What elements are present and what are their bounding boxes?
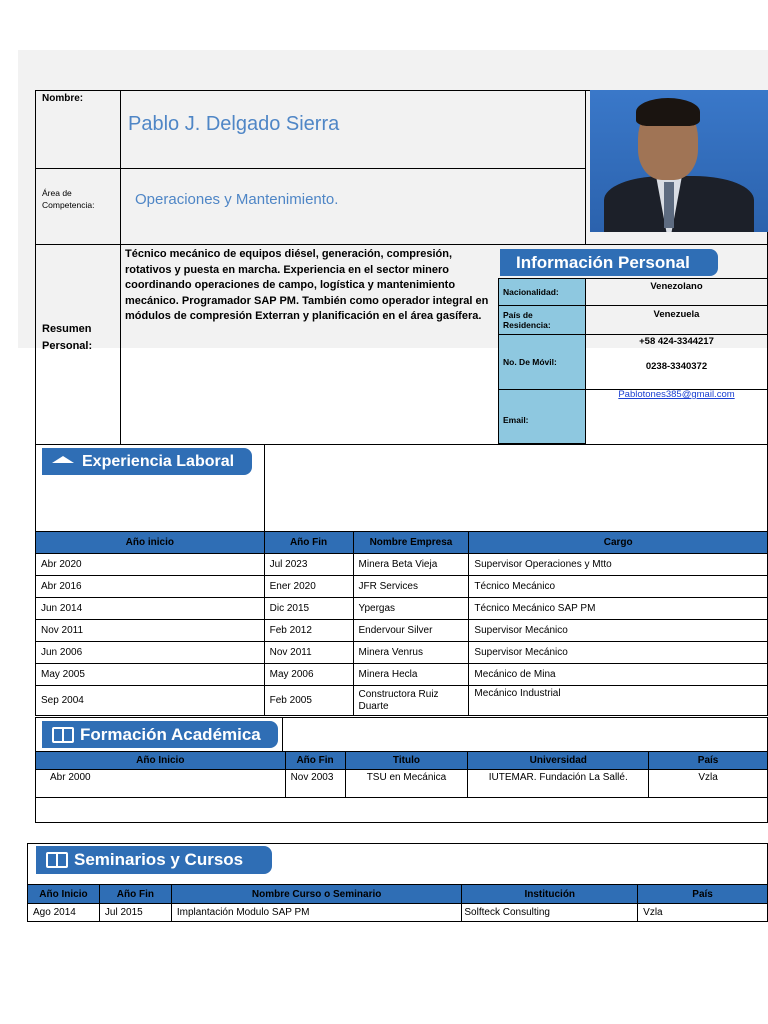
cell: Minera Beta Vieja (353, 554, 469, 576)
cell: Jul 2015 (99, 904, 171, 922)
pais-label (498, 305, 586, 335)
cell: Abr 2020 (36, 554, 265, 576)
header-row-divider-2 (35, 244, 768, 245)
cell: Constructora Ruiz Duarte (353, 686, 469, 716)
cell: Mecánico Industrial (469, 686, 768, 716)
cell: Ago 2014 (28, 904, 100, 922)
pais-label-1: País de (503, 310, 533, 320)
table-row (36, 664, 768, 686)
col-ano-fin: Año Fin (264, 532, 353, 554)
cell: JFR Services (353, 576, 469, 598)
cell: Mecánico de Mina (469, 664, 768, 686)
formacion-banner (42, 721, 278, 748)
col-cargo: Cargo (469, 532, 768, 554)
cell: Ypergas (353, 598, 469, 620)
seminarios-header-row (28, 885, 768, 904)
nacionalidad-label: Nacionalidad: (498, 278, 586, 306)
cell: Solfteck Consulting (462, 904, 638, 922)
formacion-title: Formación Académica (80, 724, 261, 744)
cell: Implantación Modulo SAP PM (171, 904, 462, 922)
cell: TSU en Mecánica (345, 770, 468, 798)
cell: Ener 2020 (264, 576, 353, 598)
cell: Nov 2011 (36, 620, 265, 642)
area-label-1: Área de (42, 188, 72, 198)
seminarios-banner (36, 846, 272, 874)
movil-value-2: 0238-3340372 (645, 361, 708, 372)
experiencia-header-row (36, 532, 768, 554)
profile-photo (590, 90, 768, 232)
seminarios-title: Seminarios y Cursos (74, 850, 244, 869)
header-col-divider (120, 90, 121, 445)
table-row (36, 576, 768, 598)
movil-box (585, 334, 768, 390)
col-institucion: Institución (462, 885, 638, 904)
col-ano-inicio: Año Inicio (36, 752, 286, 770)
col-pais: País (649, 752, 768, 770)
header-row-divider-1 (35, 168, 585, 169)
col-ano-fin: Año Fin (285, 752, 345, 770)
cell: Supervisor Mecánico (469, 620, 768, 642)
col-ano-fin: Año Fin (99, 885, 171, 904)
col-titulo: Titulo (345, 752, 468, 770)
resumen-label-1: Resumen (42, 323, 92, 335)
pais-value: Venezuela (585, 305, 768, 335)
pais-label-2: Residencia: (503, 320, 551, 330)
movil-value-1: +58 424-3344217 (639, 336, 714, 347)
book-icon (46, 852, 68, 868)
experiencia-title: Experiencia Laboral (82, 452, 235, 470)
cell: Nov 2003 (285, 770, 345, 798)
cell: Dic 2015 (264, 598, 353, 620)
table-row (36, 770, 768, 798)
cell: Minera Venrus (353, 642, 469, 664)
cell: Jul 2023 (264, 554, 353, 576)
cell: Jun 2014 (36, 598, 265, 620)
cell: Vzla (638, 904, 768, 922)
table-row (36, 642, 768, 664)
email-label: Email: (498, 389, 586, 444)
formacion-header-divider (282, 717, 283, 751)
table-row (36, 686, 768, 716)
col-pais: País (638, 885, 768, 904)
info-banner: Información Personal (500, 249, 718, 276)
cell: Abr 2000 (36, 770, 286, 798)
resumen-label-2: Personal: (42, 340, 93, 352)
col-curso: Nombre Curso o Seminario (171, 885, 462, 904)
table-row (36, 554, 768, 576)
col-empresa: Nombre Empresa (353, 532, 469, 554)
cell: Endervour Silver (353, 620, 469, 642)
experiencia-banner (42, 448, 252, 475)
experiencia-header-divider (264, 444, 265, 532)
table-row (36, 598, 768, 620)
experiencia-table (35, 531, 768, 716)
cell: May 2006 (264, 664, 353, 686)
cell: Abr 2016 (36, 576, 265, 598)
cell: Feb 2005 (264, 686, 353, 716)
seminarios-table (27, 884, 768, 922)
name-label: Nombre: (42, 93, 84, 104)
cell: Sep 2004 (36, 686, 265, 716)
col-universidad: Universidad (468, 752, 649, 770)
cell: Feb 2012 (264, 620, 353, 642)
formacion-header-row (36, 752, 768, 770)
book-icon (52, 727, 74, 743)
cell: Supervisor Mecánico (469, 642, 768, 664)
col-ano-inicio: Año inicio (36, 532, 265, 554)
table-row (28, 904, 768, 922)
person-name: Pablo J. Delgado Sierra (128, 113, 340, 135)
cell: Vzla (649, 770, 768, 798)
email-link[interactable]: Pablotones385@gmail.com (618, 389, 735, 400)
area-label-2: Competencia: (42, 200, 95, 210)
email-box (585, 389, 768, 400)
resumen-text: Técnico mecánico de equipos diésel, generación, compresión, rotativos y puesta en marcha. Experiencia en el sector minero coordinando operaciones de campo, logística y mantenimiento mecánico. Programador SAP PM. También como operador integral en módulos de compresión Exterran y planificación en el área gasífera. (125, 248, 489, 322)
nacionalidad-value: Venezolano (585, 278, 768, 306)
cell: Jun 2006 (36, 642, 265, 664)
col-ano-inicio: Año Inicio (28, 885, 100, 904)
table-row (36, 620, 768, 642)
graduation-cap-icon (52, 456, 74, 463)
photo-divider (585, 90, 586, 244)
cell: May 2005 (36, 664, 265, 686)
cell: IUTEMAR. Fundación La Sallé. (468, 770, 649, 798)
cell: Nov 2011 (264, 642, 353, 664)
movil-label: No. De Móvil: (498, 334, 586, 390)
cell: Técnico Mecánico (469, 576, 768, 598)
cell: Minera Hecla (353, 664, 469, 686)
cell: Supervisor Operaciones y Mtto (469, 554, 768, 576)
area-value: Operaciones y Mantenimiento. (135, 191, 339, 208)
cell: Técnico Mecánico SAP PM (469, 598, 768, 620)
formacion-table (35, 751, 768, 798)
